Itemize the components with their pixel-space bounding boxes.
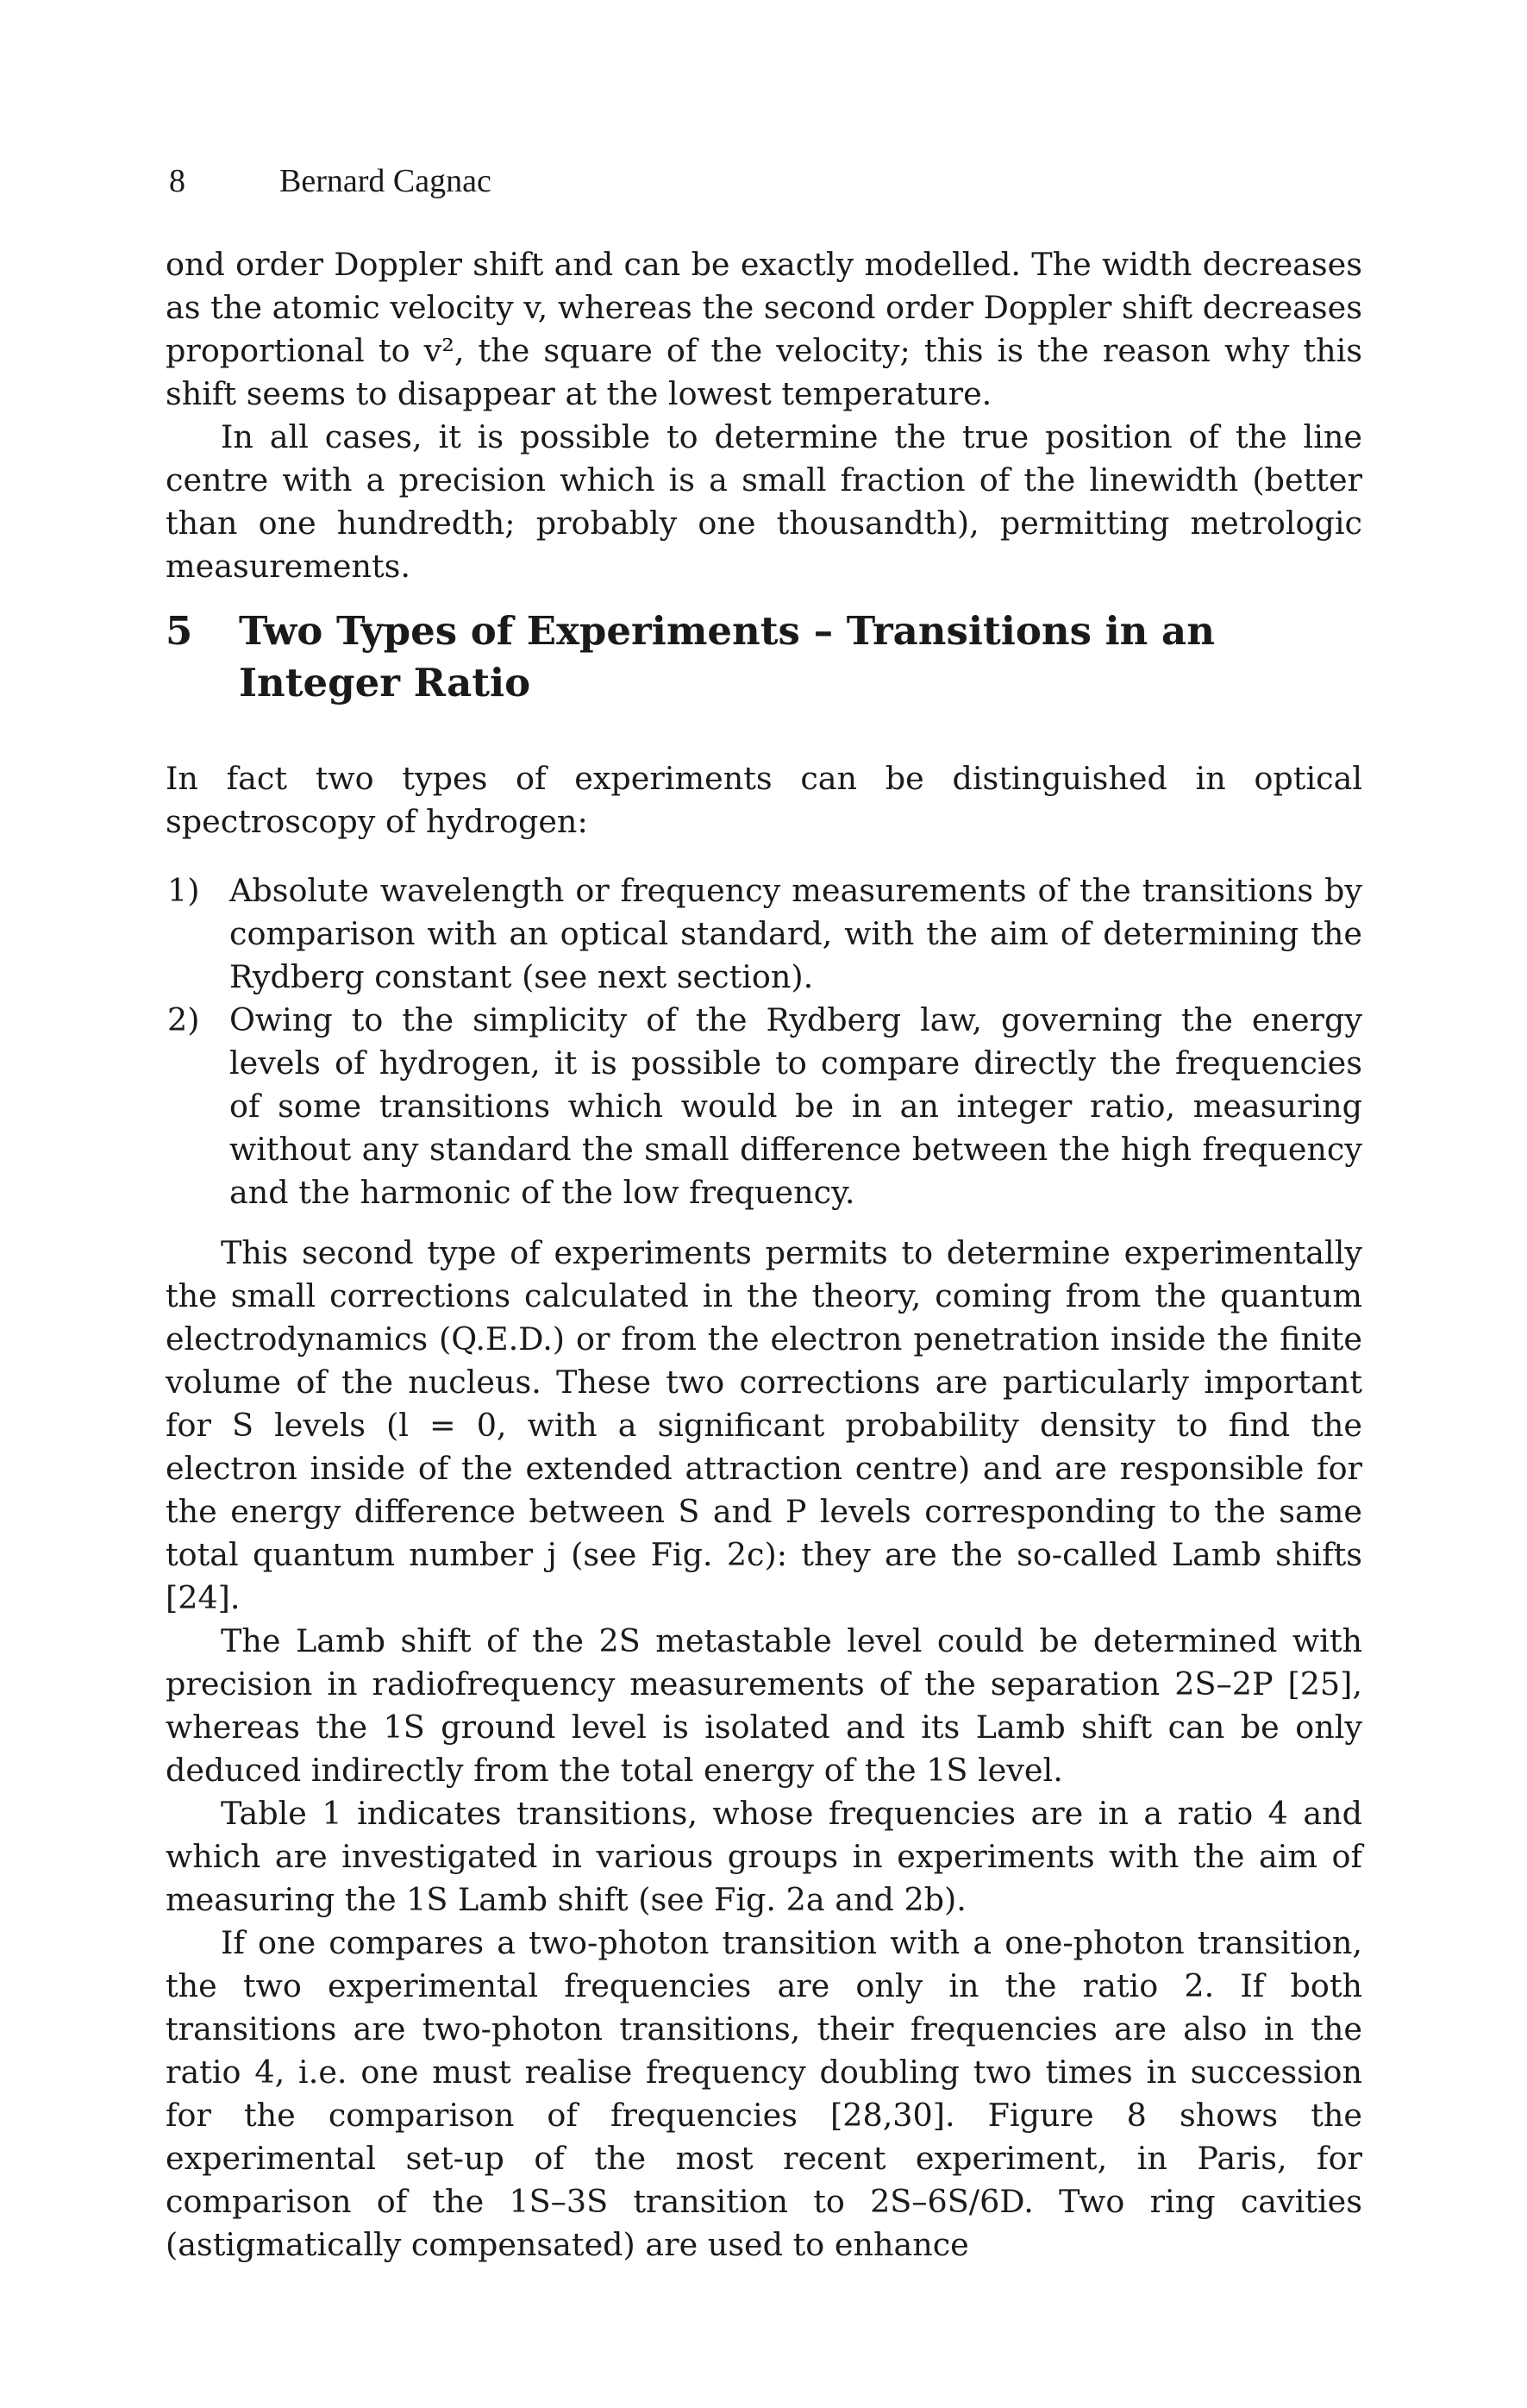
paragraph: In all cases, it is possible to determine the true position of the line centre with a precision which is a small fraction of the linewidth (better than one hundredth; probably one thousandth), permitting metrologic measurements. <box>166 418 1362 585</box>
running-head <box>169 162 491 200</box>
section-body <box>166 1232 1362 2267</box>
paragraph: ond order Doppler shift and can be exactly modelled. The width decreases as the atomic velocity v, whereas the second order Doppler shift decreases proportional to v², the square of the velocity; this is the reason why this shift seems to disappear at the lowest temperature. <box>166 246 1362 412</box>
paragraph: Table 1 indicates transitions, whose frequencies are in a ratio 4 and which are investigated in various groups in experiments with the aim of measuring the 1S Lamb shift (see Fig. 2a and 2b). <box>166 1795 1362 1918</box>
paragraph: This second type of experiments permits to determine experimentally the small corrections calculated in the theory, coming from the quantum electrodynamics (Q.E.D.) or from the electron penetration inside the finite volume of the nucleus. These two corrections are particularly important for S levels (l = 0, with a significant probability density to find the electron inside of the extended attraction centre) and are responsible for the energy difference between S and P levels corresponding to the same total quantum number j (see Fig. 2c): they are the so-called Lamb shifts [24]. <box>166 1234 1362 1616</box>
page-number: 8 <box>169 163 185 199</box>
author-name: Bernard Cagnac <box>279 163 491 199</box>
list-item-text: Absolute wavelength or frequency measurements of the transitions by comparison with an optical standard, with the aim of determining the Rydberg constant (see next section). <box>229 872 1362 995</box>
list-item <box>166 869 1362 999</box>
list-item <box>166 999 1362 1214</box>
section-number: 5 <box>166 608 193 654</box>
section-heading <box>166 605 1362 709</box>
list-marker: 1) <box>167 872 200 909</box>
paragraph: The Lamb shift of the 2S metastable level could be determined with precision in radiofrequency measurements of the separation 2S–2P [25], whereas the 1S ground level is isolated and its Lamb shift can be only deduced indirectly from the total energy of the 1S level. <box>166 1622 1362 1789</box>
section-title: Two Types of Experiments – Transitions in an Integer Ratio <box>239 608 1215 705</box>
intro-text <box>166 243 1362 588</box>
section-lead <box>166 757 1362 843</box>
paragraph: In fact two types of experiments can be distinguished in optical spectroscopy of hydrogen: <box>166 760 1362 840</box>
paragraph: If one compares a two-photon transition with a one-photon transition, the two experimental frequencies are only in the ratio 2. If both transitions are two-photon transitions, their frequencies are also in the ratio 4, i.e. one must realise frequency doubling two times in succession for the comparison of frequencies [28,30]. Figure 8 shows the experimental set-up of the most recent experiment, in Paris, for comparison of the 1S–3S transition to 2S–6S/6D. Two ring cavities (astigmatically compensated) are used to enhance <box>166 1924 1362 2263</box>
list-item-text: Owing to the simplicity of the Rydberg law, governing the energy levels of hydrogen, it is possible to compare directly the frequencies of some transitions which would be in an integer ratio, measuring without any standard the small difference between the high frequency and the harmonic of the low frequency. <box>229 1001 1362 1211</box>
list-marker: 2) <box>167 1001 200 1038</box>
numbered-list <box>166 869 1362 1214</box>
